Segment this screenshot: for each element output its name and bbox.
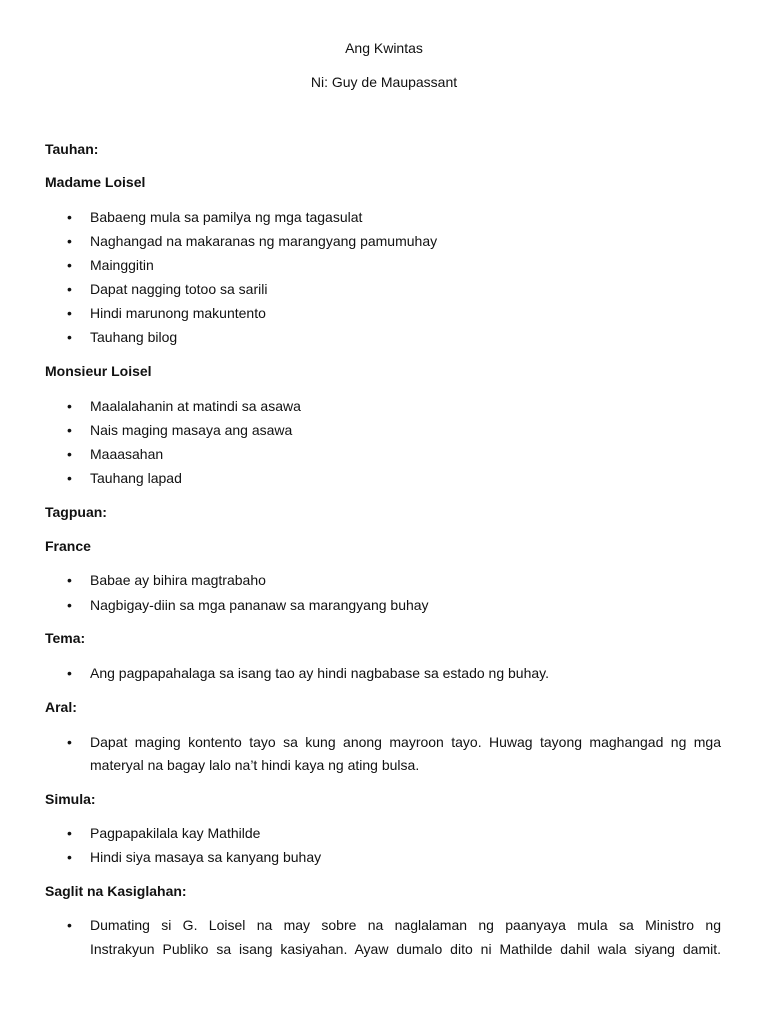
list-item: Mainggitin: [90, 257, 154, 273]
paragraph-line: Dumating si G. Loisel na may sobre na naglalaman ng paanyaya mula sa Ministro ng: [90, 917, 721, 933]
bullet-icon: •: [67, 470, 72, 486]
bullet-icon: •: [67, 422, 72, 438]
section-heading-simula: Simula:: [45, 791, 96, 807]
bullet-icon: •: [67, 233, 72, 249]
list-item: Tauhang bilog: [90, 329, 178, 345]
list-item: Pagpapakilala kay Mathilde: [90, 825, 261, 841]
section-heading-tagpuan: Tagpuan:: [45, 504, 107, 520]
paragraph-line: Instrakyun Publiko sa isang kasiyahan. Ayaw dumalo dito ni Mathilde dahil wala siyang damit.: [90, 941, 721, 957]
list-item: Dapat nagging totoo sa sarili: [90, 281, 268, 297]
list-item: Naghangad na makaranas ng marangyang pamumuhay: [90, 233, 438, 249]
list-item: Ang pagpapahalaga sa isang tao ay hindi nagbabase sa estado ng buhay.: [90, 665, 549, 681]
list-item: Babae ay bihira magtrabaho: [90, 572, 266, 588]
section-heading-aral: Aral:: [45, 699, 77, 715]
list-item: Tauhang lapad: [90, 470, 182, 486]
bullet-icon: •: [67, 257, 72, 273]
paragraph-line: Dapat maging kontento tayo sa kung anong mayroon tayo. Huwag tayong maghangad ng mga: [90, 734, 721, 750]
subheading-monsieur-loisel: Monsieur Loisel: [45, 363, 152, 379]
subheading-france: France: [45, 538, 91, 554]
bullet-icon: •: [67, 825, 72, 841]
section-heading-saglit-na-kasiglahan: Saglit na Kasiglahan:: [45, 883, 187, 899]
bullet-icon: •: [67, 398, 72, 414]
bullet-icon: •: [67, 281, 72, 297]
list-item: Hindi marunong makuntento: [90, 305, 266, 321]
list-item: Hindi siya masaya sa kanyang buhay: [90, 849, 322, 865]
bullet-icon: •: [67, 446, 72, 462]
paragraph-line: materyal na bagay lalo na’t hindi kaya ng ating bulsa.: [90, 757, 420, 773]
bullet-icon: •: [67, 209, 72, 225]
list-item: Nagbigay-diin sa mga pananaw sa marangyang buhay: [90, 597, 429, 613]
list-item: Nais maging masaya ang asawa: [90, 422, 293, 438]
section-heading-tauhan: Tauhan:: [45, 141, 99, 157]
bullet-icon: •: [67, 572, 72, 588]
bullet-icon: •: [67, 597, 72, 613]
list-item: Maaasahan: [90, 446, 164, 462]
list-item: Maalalahanin at matindi sa asawa: [90, 398, 301, 414]
bullet-icon: •: [67, 329, 72, 345]
subheading-madame-loisel: Madame Loisel: [45, 174, 146, 190]
bullet-icon: •: [67, 917, 72, 933]
bullet-icon: •: [67, 849, 72, 865]
document-title: Ang Kwintas: [345, 40, 423, 56]
list-item: Babaeng mula sa pamilya ng mga tagasulat: [90, 209, 363, 225]
document-author: Ni: Guy de Maupassant: [310, 74, 458, 90]
bullet-icon: •: [67, 665, 72, 681]
bullet-icon: •: [67, 734, 72, 750]
bullet-icon: •: [67, 305, 72, 321]
section-heading-tema: Tema:: [45, 630, 86, 646]
